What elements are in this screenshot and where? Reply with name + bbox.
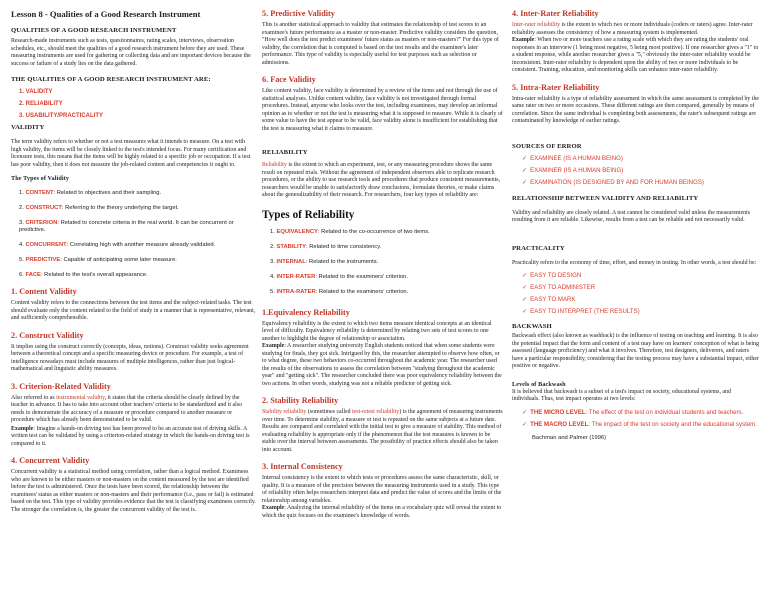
reliability-type-item: 4. INTER-RATER: Related to the examiners' criterion. (270, 273, 408, 280)
check-icon: ✓ (522, 166, 528, 174)
quality-item: 2. RELIABILITY (19, 101, 63, 107)
internal-consistency-paragraph: Internal consistency is the extent to which tests or procedures assess the same characteristic, skill, or quality. It is a measure of the precision between the measuring instruments used in a study. This type of reliability often helps researchers interpret data and predict the value of scores and the limits of the relationship among variables. (262, 475, 502, 504)
backwash-levels-list (512, 409, 760, 428)
validity-paragraph: The term validity refers to whether or not a test measures what it intends to measure. On a test with high validity, the items will be closely linked to the test's intended focus. For many certification and licensure tests, this means that the items will be highly related to a specific job or occupation. If a test has poor validity, then it does not measure the job-related content and competencies it ought to. (11, 139, 251, 168)
backwash-paragraph: Backwash effect (also known as washback) is the influence of testing on teaching and learning. It is also the potential impact that the form and content of a test may have on learners' conception of what is being assessed (language proficiency) and what it involves. Therefore, test designers, deliverers, and raters have a particular responsibility, considering that the testing process may have a substantial impact, either positive or negative. (512, 333, 759, 369)
validity-type-item: 6. FACE: Related to the test's overall appearance. (19, 272, 148, 278)
relationship-heading: RELATIONSHIP BETWEEN VALIDITY AND RELIABILITY (512, 194, 699, 202)
lesson-title: Lesson 8 - Qualities of a Good Research Instrument (11, 9, 201, 19)
equivalency-paragraph: Equivalency reliability is the extent to which two items measure identical concepts at an identical level of difficulty. Equivalency reliability is determined by relating two sets of test scores to one another to highlight the degree of relationship or association. (262, 320, 492, 342)
source-of-error-item: ✓ EXAMINATION (IS DESIGNED BY AND FOR HUMAN BEINGS) (522, 178, 704, 186)
practicality-item: ✓ EASY TO MARK (522, 296, 576, 303)
inter-rater-heading: 4. Inter-Rater Reliability (512, 9, 599, 18)
inter-rater-example: Example: When two or more teachers use a rating scale with which they are rating the students' oral responses in an interview (1 being most negative, 5 being most positive). If one researcher gives a "1" to a student response, while another researcher gives a "5," obviously the inter-rater reliability would be inconsistent. Inter-rater reliability is dependent upon the ability of two or more individuals to be consistent. Training, education, and monitoring skills can enhance inter-rater reliability. (512, 37, 759, 73)
reliability-heading: RELIABILITY (262, 149, 308, 156)
check-icon: ✓ (522, 308, 528, 315)
levels-paragraph: It is believed that backwash is a subset of a test's impact on society, educational systems, and individuals. Thus, test impact operates at two levels: (512, 388, 731, 402)
source-of-error-item: ✓ EXAMINER (IS A HUMAN BEING) (522, 166, 624, 174)
practicality-heading: PRACTICALITY (512, 244, 565, 252)
check-icon: ✓ (522, 272, 528, 279)
column-1 (11, 0, 256, 594)
check-icon: ✓ (522, 154, 528, 162)
intra-rater-paragraph: Intra-rater reliability is a type of reliability assessment in which the same assessment is completed by the same rater on two or more occasions. These different ratings are then compared, generally by means of correlation. Since the same individual is completing both assessments, the rater's subsequent ratings are contaminated by knowledge of earlier ratings. (512, 95, 760, 124)
column-3 (512, 0, 760, 594)
backwash-level-item: ✓ THE MICRO LEVEL: The effect of the test on individual students and teachers. (522, 408, 744, 416)
reliability-types-list (262, 229, 504, 296)
stability-paragraph: Stability reliability (sometimes called test-retest reliability) is the agreement of measuring instruments over time. To determine stability, a measure or test is repeated on the same subjects at a future date. Results are compared and correlated with the initial test to give a measure of stability. This method of evaluating reliability is appropriate only if the phenomenon that the test measures is known to be stable over the interval between assessments. The possibility of practice effects should also be taken into account. (262, 409, 503, 453)
intra-rater-heading: 5. Intra-Rater Reliability (512, 82, 600, 92)
reliability-type-item: 5. INTRA-RATER: Related to the examiners' criterion. (270, 288, 409, 295)
equivalency-heading: 1.Equivalency Reliability (262, 307, 350, 317)
quality-item: 1. VALIDITY (19, 89, 53, 95)
validity-type-item: 2. CONSTRUCT: Referring to the theory underlying the target. (19, 205, 179, 211)
criterion-validity-heading: 3. Criterion-Related Validity (11, 381, 111, 391)
qualities-list (11, 89, 256, 119)
predictive-validity-heading: 5. Predictive Validity (262, 9, 335, 18)
levels-of-backwash-heading: Levels of Backwash (512, 380, 566, 388)
source-of-error-item: ✓ EXAMINEE (IS A HUMAN BEING) (522, 154, 623, 162)
criterion-example: Example: Imagine a hands-on driving test has been proved to be an accurate test of driving skills. A written test can be validated by using a criterion-related strategy in which the hands-on driving test is compared to it. (11, 425, 250, 447)
check-icon: ✓ (522, 408, 528, 416)
intro-paragraph: Research-made instruments such as tests, questionnaires, rating scales, interviews, observation schedules, etc., should meet the qualities of a good research instrument before they are used. These measuring instruments are used for gathering or collecting data and are important devices because the success or failure of a study lies on the data gathered. (11, 38, 251, 67)
predictive-validity-paragraph: This is another statistical approach to validity that estimates the relationship of test scores to an examinee's future performance as a master or non-master. Predictive validity considers the question, "How well does the test predict examinees' future status as masters or non-masters?" For this type of validity, the correlation that is computed is based on the test results and the examinee's later performance. This type of validity is especially useful for test purposes such as selection or admissions. (262, 22, 499, 66)
validity-type-item: 3. CRITERION: Related to concrete criteria in the real world. It can be concurrent or predictive. (19, 220, 234, 233)
stability-heading: 2. Stability Reliability (262, 396, 339, 405)
criterion-validity-paragraph: Also referred to as instrumental validity, it states that the criteria should be clearly defined by the teacher in advance. It has to take into account other teachers' criteria to be standardized and it also needs to demonstrate the accuracy of a measure or procedure compared to another measure or procedure which has already been demonstrated to be valid. (11, 394, 243, 423)
check-icon: ✓ (522, 178, 528, 186)
face-validity-heading: 6. Face Validity (262, 75, 316, 84)
practicality-list (512, 272, 760, 315)
content-validity-heading: 1. Content Validity (11, 287, 77, 296)
validity-type-item: 1. CONTENT: Related to objectives and their sampling. (19, 190, 162, 196)
reliability-paragraph: Reliability is the extent to which an experiment, test, or any measuring procedure shows the same result on repeated trials. Without the agreement of independent observers able to replicate research procedures, or the ability to use research tools and procedures that produce consistent measurements, researchers would be unable to satisfactorily draw conclusions, formulate theories, or make claims about the generalizability of their research. For researchers, four key types of reliability are: (262, 162, 501, 198)
practicality-item: ✓ EASY TO INTERPRET (THE RESULTS) (522, 308, 640, 315)
internal-consistency-example: Example: Analyzing the internal reliability of the items on a vocabulary quiz will reveal the extent to which the quiz focuses on the examinee's knowledge of words. (262, 505, 502, 519)
equivalency-example: Example: A researcher studying university English students noticed that when some students were studying for finals, they got sick. Intrigued by this, the researcher attempted to observe how often, or to what degree, these two behaviors co-occurred throughout the academic year. The researcher used the results of the observations to assess the correlation between "studying throughout the academic year" and "getting sick". The researcher concluded there was poor equivalency reliability between the two actions. In other words, studying was not a reliable predictor of getting sick. (262, 343, 502, 387)
types-of-validity-label: The Types of Validity (11, 175, 70, 182)
concurrent-validity-paragraph: Concurrent validity is a statistical method using correlation, rather than a logical method. Examinees who are known to be either masters or non-masters on the content measured by the test are identified before the test is administered. Once the tests have been scored, the relationship between the examinees' status as either masters or non-masters and their performance (i.e., pass or fail) is estimated based on the test. This type of validity provides evidence that the test is classifying examinees correctly. The stronger the correlation is, the greater the concurrent validity of the test is. (11, 469, 256, 513)
heading-validity: VALIDITY (11, 124, 45, 131)
reliability-type-item: 2. STABILITY: Related to time consistency. (270, 243, 382, 250)
quality-item: 3. USABILITY/PRACTICALITY (19, 113, 104, 119)
construct-validity-paragraph: It implies using the construct correctly (concepts, ideas, notions). Construct validity seeks agreement between a theoretical concept and a specific measuring device or procedure. For example, a test of intelligence nowadays must include measures of multiple intelligences, rather than just logical-mathematical and linguistic ability measures. (11, 343, 249, 372)
types-of-reliability-heading: Types of Reliability (262, 208, 355, 221)
internal-consistency-heading: 3. Internal Consistency (262, 462, 343, 471)
content-validity-paragraph: Content validity refers to the connections between the test items and the subject-related tasks. The test should evaluate only the content related to the field of study in a manner that is representative, relevant, and sufficiently comprehensible. (11, 300, 256, 321)
validity-type-item: 4. CONCURRENT: Correlating high with another measure already validated. (19, 242, 216, 248)
backwash-heading: BACKWASH (512, 323, 552, 330)
check-icon: ✓ (522, 296, 528, 303)
face-validity-paragraph: Like content validity, face validity is determined by a review of the items and not through the use of statistical analyses. Unlike content validity, face validity is not investigated through formal procedures. Instead, anyone who looks over the test, including examinees, may develop an informal opinion as to whether or not the test is measuring what it is supposed to measure. While it is clearly of some value to have the test appear to be valid, face validity alone is insufficient for establishing that the test is measuring what it claims to measure. (262, 88, 503, 132)
sources-of-error-heading: SOURCES OF ERROR (512, 142, 582, 150)
heading-qualities-list: THE QUALITIES OF A GOOD RESEARCH INSTRUMENT ARE: (11, 76, 211, 83)
reliability-type-item: 3. INTERNAL: Related to the instruments. (270, 258, 379, 265)
practicality-paragraph: Practicality refers to the economy of time, effort, and money in testing. In other words, a test should be: (512, 259, 757, 266)
heading-qualities: QUALITIES OF A GOOD RESEARCH INSTRUMENT (11, 27, 177, 34)
citation: Bachman and Palmer (1996) (532, 434, 607, 441)
backwash-level-item: ✓ THE MACRO LEVEL: The impact of the test on society and the educational system. (522, 420, 757, 428)
concurrent-validity-heading: 4. Concurrent Validity (11, 456, 90, 465)
column-2 (262, 0, 504, 594)
inter-rater-paragraph: Inter-rater reliability is the extent to which two or more individuals (coders or raters) agree. Inter-rater reliability assesses the consistency of how a measuring system is implemented. (512, 22, 753, 36)
check-icon: ✓ (522, 284, 528, 291)
check-icon: ✓ (522, 420, 528, 428)
practicality-item: ✓ EASY TO DESIGN (522, 272, 582, 279)
practicality-item: ✓ EASY TO ADMINISTER (522, 284, 596, 291)
validity-types-list (11, 190, 256, 279)
relationship-paragraph: Validity and reliability are closely related. A test cannot be considered valid unless the measurements resulting from it are reliable. Likewise, results from a test can be reliable and not necessarily valid. (512, 209, 751, 223)
reliability-type-item: 1. EQUIVALENCY: Related to the co-occurrence of two items. (270, 228, 430, 235)
construct-validity-heading: 2. Construct Validity (11, 330, 84, 340)
validity-type-item: 5. PREDICTIVE: Capable of anticipating some later measure. (19, 257, 177, 263)
sources-of-error-list (512, 155, 760, 186)
